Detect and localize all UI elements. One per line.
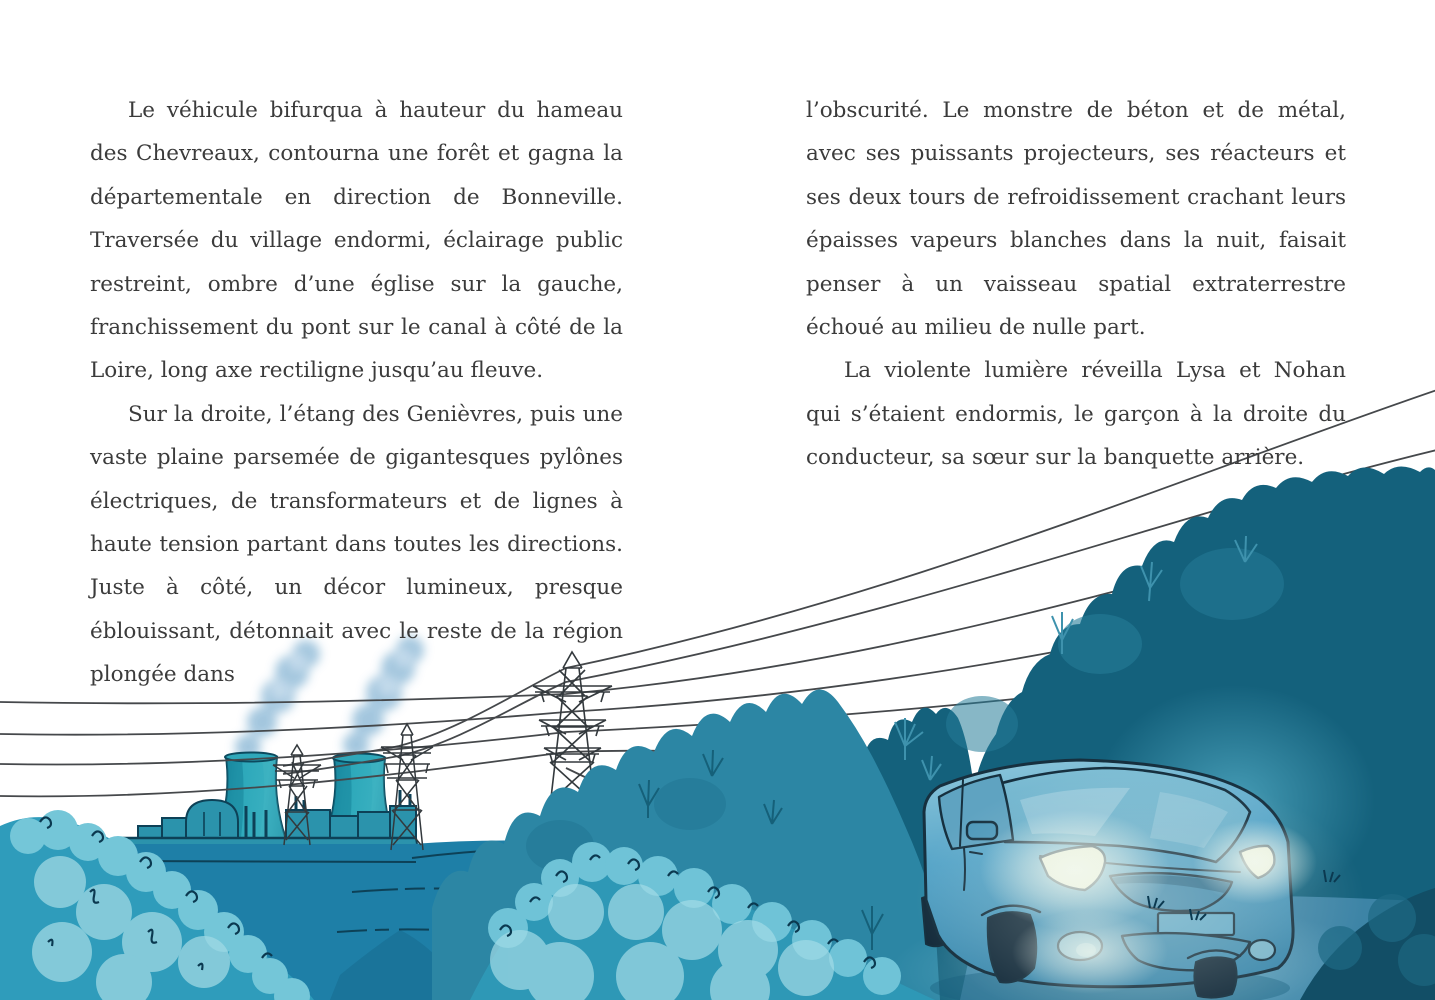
paragraph: La violente lumière réveilla Lysa et Nohan qui s’étaient endormis, le garçon à la droite du conducteur, sa sœur sur la banquette arrière. <box>806 358 1346 471</box>
paragraph: l’obscurité. Le monstre de béton et de métal, avec ses puissants projecteurs, ses réacteurs et ses deux tours de refroidissement crachant leurs épaisses vapeurs blanches dans la nuit, faisait penser à un vaisseau spatial extraterrestre échoué au milieu de nulle part. <box>806 98 1346 341</box>
paragraph: Le véhicule bifurqua à hauteur du hameau des Chevreaux, contourna une forêt et gagna la départementale en direction de Bonneville. Traversée du village endormi, éclairage public restreint, ombre d’une église sur la gauche, franchissement du pont sur le canal à côté de la Loire, long axe rectiligne jusqu’au fleuve. <box>90 98 623 384</box>
right-page-text <box>806 89 1346 480</box>
paragraph: Sur la droite, l’étang des Genièvres, puis une vaste plaine parsemée de gigantesques pylônes électriques, de transformateurs et de lignes à haute tension partant dans toutes les directions. Juste à côté, un décor lumineux, presque éblouissant, détonnait avec le reste de la région plongée dans <box>90 401 623 688</box>
left-page-text <box>90 89 623 697</box>
